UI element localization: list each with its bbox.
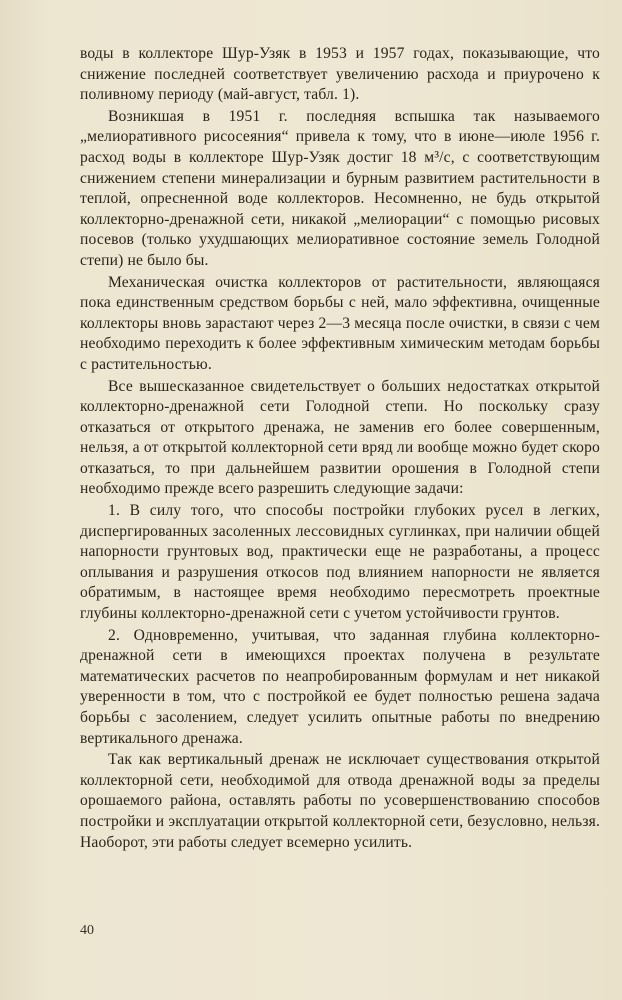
paragraph-task-1: 1. В силу того, что способы постройки глубоких русел в легких, диспергированных засоленных лессовидных суглинках, при наличии общей напорности грунтовых вод, практически еще не разработаны, а процесс оплывания и разрушения откосов под влиянием напорности не является обратимым, в настоящее время необходимо пересмотреть проектные глубины коллекторно-дренажной сети с учетом устойчивости грунтов.: [80, 502, 600, 623]
paragraph-mechanical-cleaning: Механическая очистка коллекторов от растительности, являющаяся пока единственным средством борьбы с ней, мало эффективна, очищенные коллекторы вновь зарастают через 2—3 месяца после очистки, в связи с чем необходимо переходить к более эффективным химическим методам борьбы с растительностью.: [80, 273, 600, 373]
paragraph-vertical-drainage: Так как вертикальный дренаж не исключает существования открытой коллекторной сети, необходимой для отвода дренажной воды за пределы орошаемого района, оставлять работы по усовершенствованию способов постройки и эксплуатации открытой коллекторной сети, безусловно, нельзя. Наоборот, эти работы следует всемерно усилить.: [80, 751, 600, 851]
body-text: [80, 44, 600, 854]
paragraph-continuation: воды в коллекторе Шур-Узяк в 1953 и 1957 годах, показывающие, что снижение последней соответствует увеличению расхода и приурочено к поливному периоду (май-август, табл. 1).: [80, 45, 600, 104]
paragraph-task-2: 2. Одновременно, учитывая, что заданная глубина коллекторно-дренажной сети в имеющихся проектах получена в результате математических расчетов по неапробированным формулам и нет никакой уверенности в том, что с постройкой ее будет полностью решена задача борьбы с засолением, следует усилить опытные работы по внедрению вертикального дренажа.: [80, 626, 600, 747]
page-number: 40: [80, 923, 94, 938]
paragraph-drainage-shortcomings: Все вышесказанное свидетельствует о больших недостатках открытой коллекторно-дренажной сети Голодной степи. Но поскольку сразу отказаться от открытого дренажа, не заменив его более совершенным, нельзя, а от открытой коллекторной сети вряд ли вообще можно будет скоро отказаться, то при дальнейшем развитии орошения в Голодной степи необходимо прежде всего разрешить следующие задачи:: [80, 377, 600, 498]
paragraph-rice-sowing: Возникшая в 1951 г. последняя вспышка так называемого „мелиоративного рисосеяния“ привела к тому, что в июне—июле 1956 г. расход воды в коллекторе Шур-Узяк достиг 18 м³/с, с соответствующим снижением степени минерализации и бурным развитием растительности в теплой, опресненной воде коллекторов. Несомненно, не будь открытой коллекторно-дренажной сети, никакой „мелиорации“ с помощью рисовых посевов (только ухудшающих мелиоративное состояние земель Голодной степи) не было бы.: [80, 107, 600, 269]
